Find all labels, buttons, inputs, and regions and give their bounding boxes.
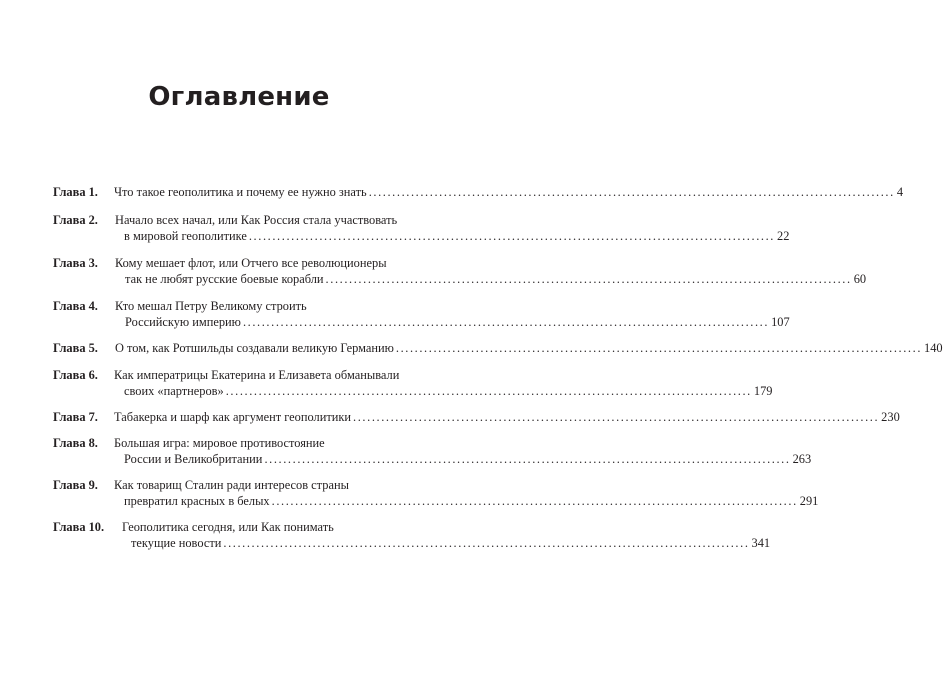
chapter-title: в мировой геополитике [124, 229, 247, 243]
leader-dots: ................................................................................................................ [368, 185, 895, 199]
toc-entry-10[interactable] [131, 535, 771, 551]
chapter-label: Глава 6. [53, 368, 98, 382]
chapter-title: О том, как Ротшильды создавали великую Германию [115, 341, 394, 355]
chapter-title: превратил красных в белых [124, 494, 270, 508]
chapter-label: Глава 10. [53, 520, 105, 534]
page-title: Оглавление [148, 82, 330, 112]
chapter-label: Глава 9. [53, 478, 98, 492]
toc-entry-3[interactable] [125, 271, 867, 287]
leader-dots: ................................................................................................................ [264, 452, 791, 466]
page-number: 179 [753, 384, 773, 398]
chapter-title: текущие новости [131, 536, 222, 550]
page-number: 263 [792, 452, 812, 466]
leader-dots: ................................................................................................................ [242, 315, 770, 329]
chapter-label: Глава 2. [53, 213, 98, 227]
toc-entry-6[interactable] [124, 383, 773, 399]
toc-entry-5[interactable] [115, 340, 943, 356]
leader-dots: ................................................................................................................ [353, 410, 880, 424]
leader-dots: ................................................................................................................ [248, 229, 775, 243]
page-number: 291 [799, 494, 819, 508]
page-number: 107 [771, 315, 790, 329]
chapter-title: Российскую империю [125, 315, 241, 329]
toc-entry-4[interactable] [125, 314, 790, 330]
page-number: 60 [853, 272, 867, 286]
chapter-label: Глава 8. [53, 436, 98, 450]
chapter-title-line: Как императрицы Екатерина и Елизавета обманывали [114, 368, 400, 382]
chapter-title-line: Как товарищ Сталин ради интересов страны [114, 478, 349, 492]
page-number: 22 [777, 229, 790, 243]
chapter-label: Глава 7. [53, 410, 98, 424]
chapter-title: так не любят русские боевые корабли [125, 272, 324, 286]
leader-dots: ................................................................................................................ [271, 494, 798, 508]
leader-dots: ................................................................................................................ [225, 384, 752, 398]
page-number: 4 [896, 185, 904, 199]
toc-entry-1[interactable] [114, 184, 904, 200]
leader-dots: ................................................................................................................ [395, 341, 923, 355]
chapter-title-line: Большая игра: мировое противостояние [114, 436, 325, 450]
chapter-title-line: Геополитика сегодня, или Как понимать [122, 520, 334, 534]
page-number: 230 [881, 410, 900, 424]
chapter-label: Глава 3. [53, 256, 98, 270]
toc-entry-8[interactable] [124, 451, 812, 467]
chapter-title-line: Кому мешает флот, или Отчего все революционеры [115, 256, 387, 270]
chapter-title: Что такое геополитика и почему ее нужно знать [114, 185, 367, 199]
chapter-label: Глава 5. [53, 341, 98, 355]
chapter-title: своих «партнеров» [124, 384, 224, 398]
leader-dots: ................................................................................................................ [325, 272, 852, 286]
chapter-title: Табакерка и шарф как аргумент геополитики [114, 410, 352, 424]
page-number: 140 [924, 341, 943, 355]
chapter-label: Глава 1. [53, 185, 98, 199]
toc-entry-2[interactable] [124, 228, 790, 244]
chapter-label: Глава 4. [53, 299, 98, 313]
toc-entry-7[interactable] [114, 409, 900, 425]
chapter-title: России и Великобритании [124, 452, 263, 466]
chapter-title-line: Кто мешал Петру Великому строить [115, 299, 307, 313]
toc-entry-9[interactable] [124, 493, 819, 509]
page-number: 341 [751, 536, 771, 550]
chapter-title-line: Начало всех начал, или Как Россия стала участвовать [115, 213, 398, 227]
leader-dots: ................................................................................................................ [223, 536, 750, 550]
